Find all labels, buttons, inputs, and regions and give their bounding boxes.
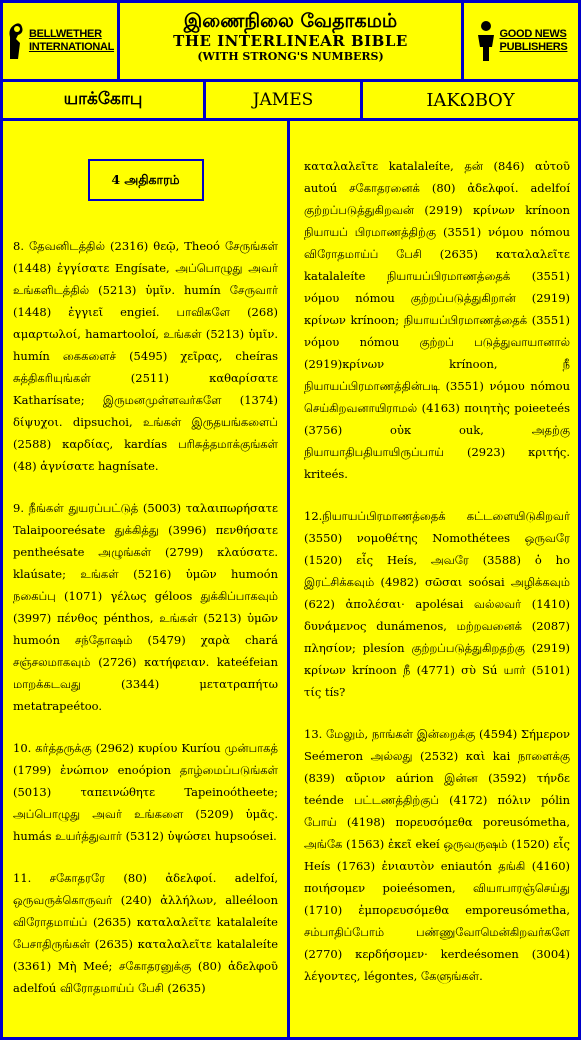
verse-12: 12.நியாயப்பிரமாணத்தைக் கட்டளையிடுகிறவர் (3550) νομοθέτης Nomothétees ஒருவரே (1520) εἷς Heís, அவரே (3588) ὁ ho இரட்சிக்கவும் (4982) σῶσαι soósai அழிக்கவும் (622) ἀπολέσαι· apolésai வல்லவர் (1410) δυνάμενος dunámenos, மற்றவனைக் (2087) πλησίον; plesíon குற்றப்படுத்துகிறதற்கு (2919) κρίνων krínoon நீ (4771) σὺ Sú யார் (5101) τίς tís? [304,509,570,699]
logo-line-2: PUBLISHERS [499,41,568,53]
title-english: THE INTERLINEAR BIBLE [173,32,408,50]
chapter-label: 4 அதிகாரம் [88,159,204,201]
book-name-english: JAMES [206,82,363,118]
book-name-tamil: யாக்கோபு [3,82,206,118]
verse-9: 9. நீங்கள் துயரப்பட்டுத் (5003) ταλαιπωρήσατε Talaipooreésate துக்கித்து (3996) πενθήσατε pentheésate அழுங்கள் (2799) κλαύσατε. klaúsate; உங்கள் (5216) ὑμῶν humoón நகைப்பு (1071) γέλως géloos துக்கிப்பாகவும் (3997) πένθος pénthos, உங்கள் (5213) ὑμῶν humoón சந்தோஷம் (5479) χαρὰ chará சஞ்சலமாகவும் (2726) κατήφειαν. kateéfeian மாறக்கடவது (3344) μετατραπήτω metatrapeétoo. [13,501,278,713]
verse-11-cont: καταλαλεῖτε katalaleíte, தன் (846) αὐτοῦ autoú சகோதரனைக் (80) ἀδελφοί. adelfoí குற்றப்படுத்துகிறவன் (2919) κρίνων krínoon நியாயப் பிரமாணத்திற்கு (3551) νόμου nómou விரோதமாய்ப் பேசி (2635) καταλαλεῖτε katalaleíte நியாயப்பிரமாணத்தைக் (3551) νόμου nómou குற்றப்படுத்துகிறான் (2919) κρίνων krínoon; நியாயப்பிரமாணத்தைக் (3551) νόμου nómou குற்றப் படுத்துவாயானால் (2919)κρίνων krínoon, நீ நியாயப்பிரமாணத்தின்படி (3551) νόμου nómou செய்கிறவனாயிராமல் (4163) ποιητὴς poieeteés (3756) οὐκ ouk, அதற்கு நியாயாதிபதியாயிருப்பாய் (2923) κριτής. kriteés. [304,159,570,481]
left-column [3,121,290,1037]
book-name-greek: ΙΑΚΩΒΟΥ [426,89,515,111]
person-icon [475,19,497,63]
verse-11: 11. சகோதரரே (80) ἀδελφοί. adelfoí, ஒருவருக்கொருவர் (240) ἀλλήλων, alleéloon விரோதமாய்ப் (2635) καταλαλεῖτε katalaleíte பேசாதிருங்கள் (2635) καταλαλεῖτε katalaleíte (3361) Μὴ Meé; சகோதரனுக்கு (80) ἀδελφοῦ adelfoú விரோதமாய்ப் பேசி (2635) [13,871,278,995]
ram-icon [6,19,26,63]
bellwether-logo [3,3,120,79]
title-block [120,3,461,79]
verse-13: 13. மேலும், நாங்கள் இன்றைக்கு (4594) Σήμερον Seémeron அல்லது (2532) καὶ kai நாளைக்கு (839) αὔριον aúrion இன்ன (3592) τήνδε teénde பட்டணத்திற்குப் (4172) πόλιν pólin போய் (4198) πορευσόμεθα poreusómetha, அங்கே (1563) ἐκεῖ ekeí ஒருவருஷம் (1520) εἷς Heís (1763) ἐνιαυτὸν eniautón தங்கி (4160) ποιήσομεν poieésomen, வியாபாரஞ்செய்து (1710) ἐμπορευσόμεθα emporeusómetha, சம்பாதிப்போம் பண்ணுவோமென்கிறவர்களே (2770) κερδήσομεν· kerdeésomen (3004) λέγοντες, légontes, கேளுங்கள். [304,727,570,983]
verse-8: 8. தேவனிடத்தில் (2316) θεῷ, Theoó சேருங்கள் (1448) ἐγγίσατε Engísate, அப்பொழுது அவர் உங்களிடத்தில் (5213) ὑμῖν. humín சேருவார் (1448) ἐγγιεῖ engieí. பாவிகளே (268) αμαρτωλοί, hamartooloí, உங்கள் (5213) ὑμῖν. humín கைகளைச் (5495) χεῖρας, cheíras சுத்திகரியுங்கள் (2511) καθαρίσατε Katharísate; இருமனமுள்ளவர்களே (1374) δίψυχοι. dipsuchoi, உங்கள் இருதயங்களைப் (2588) καρδίας, kardías பரிசுத்தமாக்குங்கள் (48) ἁγνίσατε hagnísate. [13,239,278,473]
title-tamil: இணைநிலை வேதாகமம் [183,10,398,32]
header [3,3,578,82]
verse-10: 10. கர்த்தருக்கு (2962) κυρίου Kuríou முன்பாகத் (1799) ἐνώπιον enoópion தாழ்மைப்படுங்கள் (5013) ταπεινώθητε Tapeinoótheete; அப்பொழுது அவர் உங்களை (5209) ὑμᾶς. humás உயர்த்துவார் (5312) ὑψώσει hupsoósei. [13,741,278,843]
logo-line-1: GOOD NEWS [499,28,567,40]
subtitle: (WITH STRONG'S NUMBERS) [197,50,384,63]
book-bar [3,82,578,121]
logo-line-1: BELLWETHER [28,28,102,40]
logo-line-2: INTERNATIONAL [28,41,115,53]
good-news-logo [461,3,578,79]
right-column [293,121,578,1037]
